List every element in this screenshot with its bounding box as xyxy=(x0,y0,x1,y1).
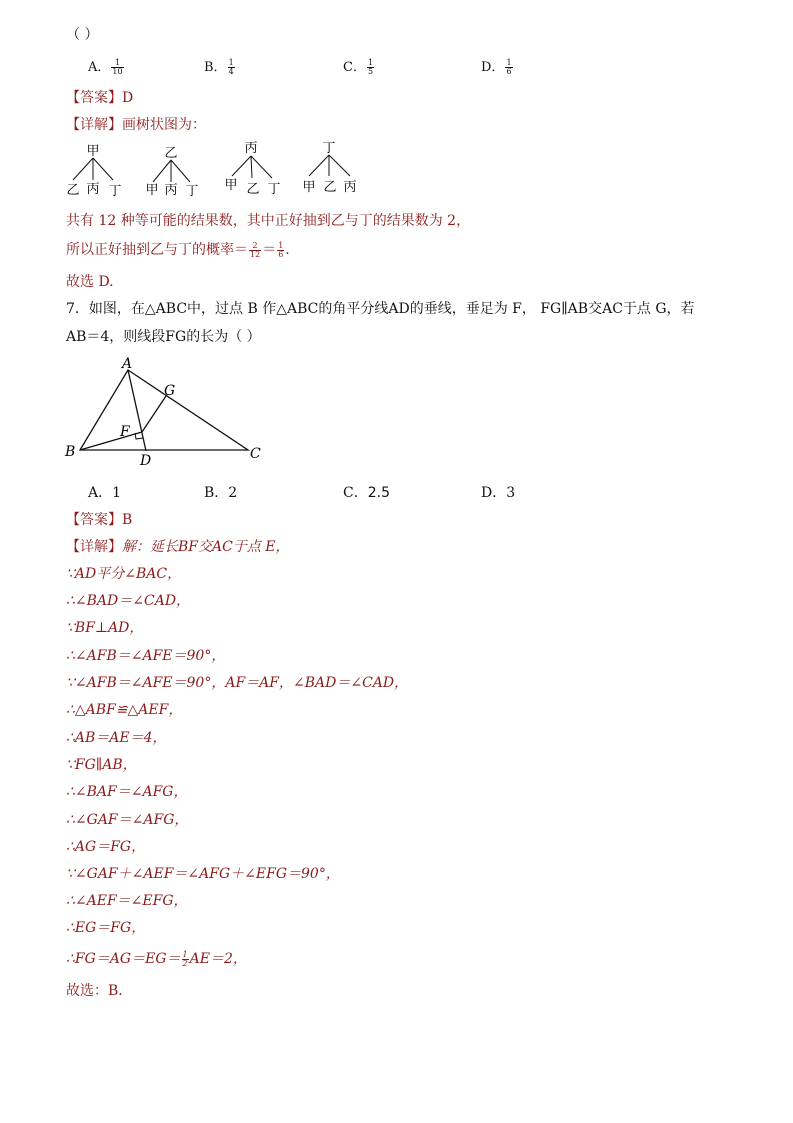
q7-step-10: ∴∠BAF＝∠AFG， xyxy=(66,784,188,800)
segment-fg xyxy=(142,396,166,432)
q6-answer xyxy=(66,88,133,108)
q7-step-16: ∴FG＝AG＝EG＝ $\frac{1}{2}$ AE＝2， xyxy=(66,949,247,968)
tree-4-root: 丁 xyxy=(322,141,336,156)
q7-answer xyxy=(66,510,132,530)
tree-2-root: 乙 xyxy=(164,146,178,161)
tree-4-leaf-1: 甲 xyxy=(302,180,316,195)
tree-4 xyxy=(302,141,356,195)
q6-answer-value: D xyxy=(122,90,134,106)
tree-3 xyxy=(224,141,280,197)
q6-option-b[interactable]: B． $\frac{1}{4}$ xyxy=(204,58,234,76)
tree-2-leaf-2: 丙 xyxy=(164,183,178,198)
q7-step-3: ∴∠BAD＝∠CAD， xyxy=(66,593,191,609)
tree-1-leaf-1: 乙 xyxy=(66,183,80,198)
q7-step-8: ∴AB＝AE＝4， xyxy=(66,730,167,746)
tree-1-leaf-2: 丙 xyxy=(86,182,100,197)
q7-step-7: ∴△ABF≌△AEF， xyxy=(66,702,183,718)
tree-diagram xyxy=(60,138,380,204)
label-f: F xyxy=(120,424,130,440)
q6-option-a[interactable]: A． $\frac{1}{10}$ xyxy=(88,58,123,76)
q6-option-a-fraction: $\frac{1}{10}$ xyxy=(112,58,123,76)
q7-step-13: ∵∠GAF＋∠AEF＝∠AFG＋∠EFG＝90°， xyxy=(66,866,340,882)
q7-option-d[interactable]: D．3 xyxy=(481,485,516,501)
q6-option-c[interactable]: C． $\frac{1}{5}$ xyxy=(343,58,374,76)
q6-line-1: 共有 12 种等可能的结果数，其中正好抽到乙与丁的结果数为 2， xyxy=(66,213,471,229)
q6-detail-intro: 【详解】画树状图为： xyxy=(66,117,206,133)
q7-step-11: ∴∠GAF＝∠AFG， xyxy=(66,812,189,828)
q6-line-2: 所以正好抽到乙与丁的概率＝ $\frac{2}{12}$ ＝ $\frac{1}{6}$ . xyxy=(66,240,290,259)
label-d: D xyxy=(140,453,152,469)
tree-3-leaf-1: 甲 xyxy=(224,178,238,193)
q7-option-a[interactable]: A．1 xyxy=(88,485,122,501)
q7-detail-tag: 【详解】 xyxy=(66,539,122,555)
q6-fraction-2-12: $\frac{2}{12}$ xyxy=(250,240,261,259)
label-b: B xyxy=(65,444,76,460)
q6-answer-tag: 【答案】 xyxy=(66,90,122,106)
tree-1 xyxy=(66,144,121,199)
q6-option-d[interactable]: D． $\frac{1}{6}$ xyxy=(481,58,512,76)
q6-option-c-fraction: $\frac{1}{5}$ xyxy=(367,58,374,76)
tree-2-leaf-1: 甲 xyxy=(145,183,159,198)
q7-answer-tag: 【答案】 xyxy=(66,512,122,528)
triangle-figure xyxy=(60,352,280,472)
q7-step-6: ∵∠AFB＝∠AFE＝90°，AF＝AF，∠BAD＝∠CAD， xyxy=(66,675,409,691)
q7-option-c[interactable]: C．2.5 xyxy=(343,485,390,501)
q6-conclusion: 故选 D. xyxy=(66,274,114,290)
label-g: G xyxy=(164,383,176,399)
q6-fraction-1-6: $\frac{1}{6}$ xyxy=(278,240,284,259)
tree-3-root: 丙 xyxy=(244,141,258,156)
tree-1-leaf-3: 丁 xyxy=(108,184,122,199)
tree-2-leaf-3: 丁 xyxy=(185,184,199,199)
label-c: C xyxy=(250,446,261,462)
q7-step-12: ∴AG＝FG， xyxy=(66,839,146,855)
q7-step-4: ∵BF⊥AD， xyxy=(66,620,144,636)
tree-2 xyxy=(145,146,198,199)
q7-conclusion: 故选：B． xyxy=(66,983,133,999)
q7-step-9: ∵FG∥AB， xyxy=(66,757,137,773)
q6-answer-paren: （ ） xyxy=(66,27,99,43)
q7-step-5: ∴∠AFB＝∠AFE＝90°， xyxy=(66,648,226,664)
tree-1-root: 甲 xyxy=(86,144,100,159)
tree-3-leaf-3: 丁 xyxy=(267,182,281,197)
q6-detail-tag: 【详解】 xyxy=(66,117,122,133)
tree-4-leaf-3: 丙 xyxy=(343,180,357,195)
triangle-abc xyxy=(80,370,248,450)
q7-answer-value: B xyxy=(122,512,133,528)
q7-step-2: ∵AD平分∠BAC， xyxy=(66,566,182,582)
label-a: A xyxy=(122,356,133,372)
q7-step-14: ∴∠AEF＝∠EFG， xyxy=(66,893,188,909)
q7-stem-line-2: AB＝4，则线段FG的长为（ ） xyxy=(66,329,261,345)
tree-4-leaf-2: 乙 xyxy=(323,180,337,195)
tree-3-leaf-2: 乙 xyxy=(246,182,260,197)
q6-option-d-fraction: $\frac{1}{6}$ xyxy=(506,58,512,76)
q7-option-b[interactable]: B．2 xyxy=(204,485,238,501)
q7-stem-line-1: 7．如图，在△ABC中，过点 B 作△ABC的角平分线AD的垂线，垂足为 F， FG∥AB交AC于点 G，若 xyxy=(66,301,695,317)
q7-step-1: 【详解】解：延长BF交AC于点 E， xyxy=(66,539,290,555)
q6-option-b-fraction: $\frac{1}{4}$ xyxy=(228,58,234,76)
q7-step-15: ∴EG＝FG， xyxy=(66,920,146,936)
q7-fraction-half: $\frac{1}{2}$ xyxy=(182,949,188,968)
